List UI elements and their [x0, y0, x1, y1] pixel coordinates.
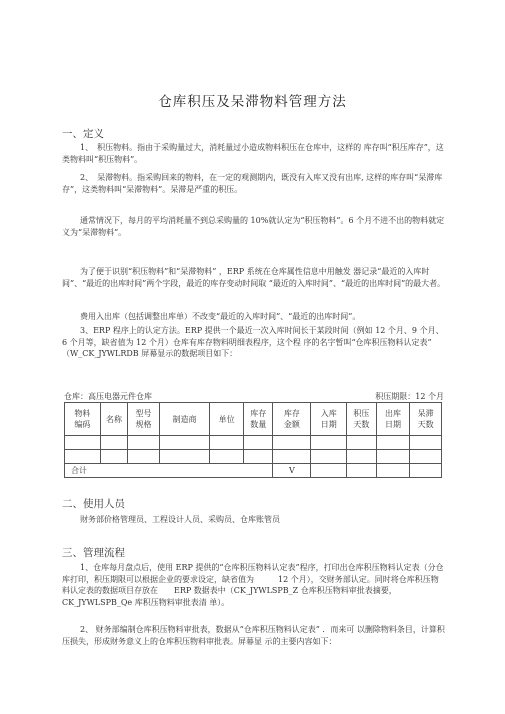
backlog-materials-table: [64, 402, 442, 478]
section-heading-definition: 一、定义: [62, 128, 104, 140]
header-cell: 积压 天数: [347, 403, 376, 436]
warehouse-label: 仓库：高压电器元件仓库: [64, 392, 152, 401]
header-cell: 名称: [100, 403, 127, 436]
definition-paragraph-3: 通常情况下，每月的平均消耗量不到总采购量的 10%就认定为“积压物料”。6 个月不进不出的物料就定义为“呆滞物料”。: [62, 216, 445, 237]
header-cell: 型号 规格: [128, 403, 160, 436]
total-amount-mark: V: [273, 464, 311, 478]
table-row: [65, 450, 442, 464]
section-heading-users: 二、使用人员: [62, 498, 125, 510]
definition-paragraph-1: 1、 积压物料。指由于采购量过大，消耗量过小造成物料积压在仓库中，这样的 库存叫“积压库存”，这类物料叫“积压物料”。: [62, 143, 444, 164]
table-row: [65, 436, 442, 450]
header-cell: 呆滞 天数: [410, 403, 442, 436]
definition-paragraph-5: 费用入出库（包括调整出库单）不改变“最近的入库时间”、“最近的出库时间”。: [80, 312, 361, 321]
header-cell: 库存 数量: [243, 403, 272, 436]
header-cell: 单位: [210, 403, 244, 436]
definition-paragraph-4: 为了便于识别“积压物料”和“呆滞物料” ，ERP 系统在仓库属性信息中用触发 器记录“最近的入库时间”、“最近的出库时间”两个字段，最近的库存变动时间取 “最近的入库时间”、“最近的出库时间”的最大者。: [62, 267, 446, 288]
header-cell: 制造商: [159, 403, 210, 436]
header-cell: 入库 日期: [311, 403, 347, 436]
header-cell: 出库 日期: [376, 403, 410, 436]
process-paragraph-2: 2、 财务部编制仓库积压物料审批表，数据从“仓库积压物料认定表” ．而来可 以删除物料条目，计算积压损失，形成财务意义上的仓库积压物料审批表。屏幕显 示的主要内容如下：: [62, 625, 445, 646]
table-header-row: [65, 403, 442, 436]
section-heading-process: 三、管理流程: [62, 547, 125, 559]
total-label: 合计: [65, 464, 273, 478]
process-paragraph-1: 1、仓库每月盘点后，使用 ERP 提供的“仓库积压物料认定表”程序，打印出仓库积压物料认定表（分仓库打印，积压期限可以根据企业的要求设定，缺省值为 12 个月），交财务部认定。同时将仓库积压物料认定表的数据项目存放在 ERP 数据表中（CK_JYWLSPB_Z 仓库积压物料审批表摘要，CK_JYWLSPB_Qe 库积压物料审批表清 单）。: [62, 563, 444, 607]
definition-paragraph-6: 3、ERP 程序上的认定方法。ERP 提供一个最近一次入库时间长于某段时间（例如 12 个月、9 个月、6 个月等，缺省值为 12 个月）仓库有库存物料明细表程序，这个程 序的名字暂叫“仓库积压物料认定表” （W_CK_JYWLRDB 屏幕显示的数据项目如下：: [62, 326, 444, 358]
definition-paragraph-2: 2、 呆滞物料。指采购回来的物料，在一定的观测期内，既没有入库又没有出库, 这样的库存叫“呆滞库存”，这类物料叫“呆滞物料”。呆滞是严重的积压。: [62, 173, 443, 194]
table-caption: [64, 391, 444, 402]
users-paragraph: 财务部价格管理员、工程设计人员、采购员、仓库账管员: [80, 515, 280, 524]
backlog-period-label: 积压期限：12 个月: [375, 392, 444, 401]
header-cell: 库存 金额: [273, 403, 311, 436]
document-title: 仓库积压及呆滞物料管理方法: [158, 94, 347, 110]
table-total-row: [65, 464, 442, 478]
header-cell: 物料 编码: [65, 403, 101, 436]
